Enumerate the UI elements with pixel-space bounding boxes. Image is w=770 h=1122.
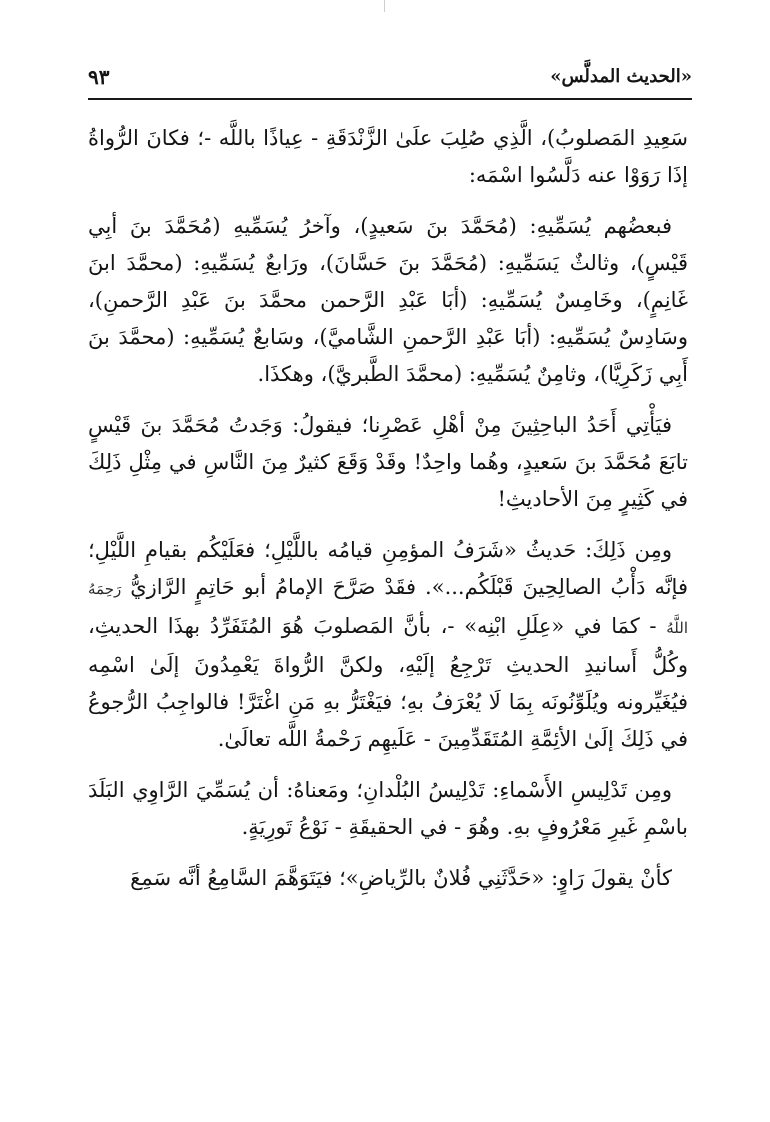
paragraph-text: - كمَا في «عِلَلِ ابْنِه» -، بأنَّ المَصلوبَ هُوَ المُتَفَرِّدُ بهذَا الحديثِ، وكُلُّ أَسانيدِ الحديثِ تَرْجِعُ إلَيْهِ، ولكنَّ الرُّواةَ يَعْمِدُونَ إلَىٰ اسْمِه فيُغَيِّرونه ويُلَوِّنُونَه بِمَا لَا يُعْرَفُ بهِ؛ فيَغْتَرُّ بهِ مَنِ اغْتَرَّ! فالواجِبُ الرُّجوعُ في ذَلِكَ إلَىٰ الأئِمَّةِ المُتَقَدِّمِينَ - عَلَيهِم رَحْمةُ اللَّه تعالَىٰ.: [88, 614, 688, 751]
body-text: [88, 120, 688, 911]
scan-crease: [384, 0, 385, 12]
paragraph: فيَأْتِي أَحَدُ الباحِثِينَ مِنْ أهْلِ عَصْرِنا؛ فيقولُ: وَجَدتُ مُحَمَّدَ بنَ قَيْسٍ تابَعَ مُحَمَّدَ بنَ سَعيدٍ، وهُما واحِدٌ! وقَدْ وَقَعَ كثيرٌ مِنَ النَّاسِ في مِثْلِ ذَلِكَ في كَثِيرٍ مِنَ الأحاديثِ!: [88, 413, 688, 511]
paragraph-text: ومِن ذَلِكَ: حَديثُ «شَرَفُ المؤمِنِ قيامُه باللَّيْلِ؛ فعَلَيْكُم بقيامِ اللَّيْلِ؛ فإنَّه دَأْبُ الصالِحِينَ قَبْلَكُم...». فقَدْ صَرَّحَ الإمامُ أبو حَاتِمٍ الرَّازيُّ: [88, 538, 688, 599]
running-title: «الحديث المدلَّس»: [550, 66, 692, 87]
page-header: [88, 62, 692, 96]
paragraph: سَعِيدِ المَصلوبُ)، الَّذِي صُلِبَ علَىٰ الزَّنْدَقَةِ - عِياذًا باللَّه -؛ فكانَ الرُّواةُ إذَا رَوَوْا عنه دَلَّسُوا اسْمَه:: [88, 126, 688, 187]
honorific-glyph: رَحِمَهُ اللَّهُ: [88, 580, 688, 637]
header-rule: [88, 98, 692, 100]
paragraph: ومِن تَدْلِيسِ الأَسْماءِ: تَدْلِيسُ البُلْدانِ؛ ومَعناهُ: أن يُسَمِّيَ الرَّاوِي البَلَدَ باسْمِ غَيرِ مَعْرُوفٍ بهِ. وهُوَ - في الحقيقَةِ - نَوْعُ تَورِيَةٍ.: [88, 778, 688, 839]
paragraph: كأنْ يقولَ رَاوٍ: «حَدَّثَنِي فُلانٌ بالرِّياضِ»؛ فيَتَوَهَّمَ السَّامِعُ أنَّه سَمِعَ: [130, 866, 672, 890]
paragraph: فبعضُهم يُسَمِّيهِ: (مُحَمَّدَ بنَ سَعيدٍ)، وآخرُ يُسَمِّيهِ (مُحَمَّدَ بنَ أبِي قَيْسٍ)، وثالثٌ يَسَمِّيهِ: (مُحَمَّدَ بنَ حَسَّانَ)، ورَابعٌ يُسَمِّيهِ: (محمَّدَ ابنَ غَانِمٍ)، وخَامِسٌ يُسَمِّيهِ: (أبَا عَبْدِ الرَّحمن محمَّدَ بنَ عَبْدِ الرَّحمنِ)، وسَادِسٌ يُسَمِّيهِ: (أبَا عَبْدِ الرَّحمنِ الشَّاميَّ)، وسَابعٌ يُسَمِّيهِ: (محمَّدَ بنَ أَبِي زَكَرِيَّا)، وثامِنٌ يُسَمِّيهِ: (محمَّدَ الطَّبريَّ)، وهكذَا.: [88, 214, 688, 386]
paragraph: [88, 532, 688, 758]
page-number: ٩٣: [88, 65, 110, 89]
